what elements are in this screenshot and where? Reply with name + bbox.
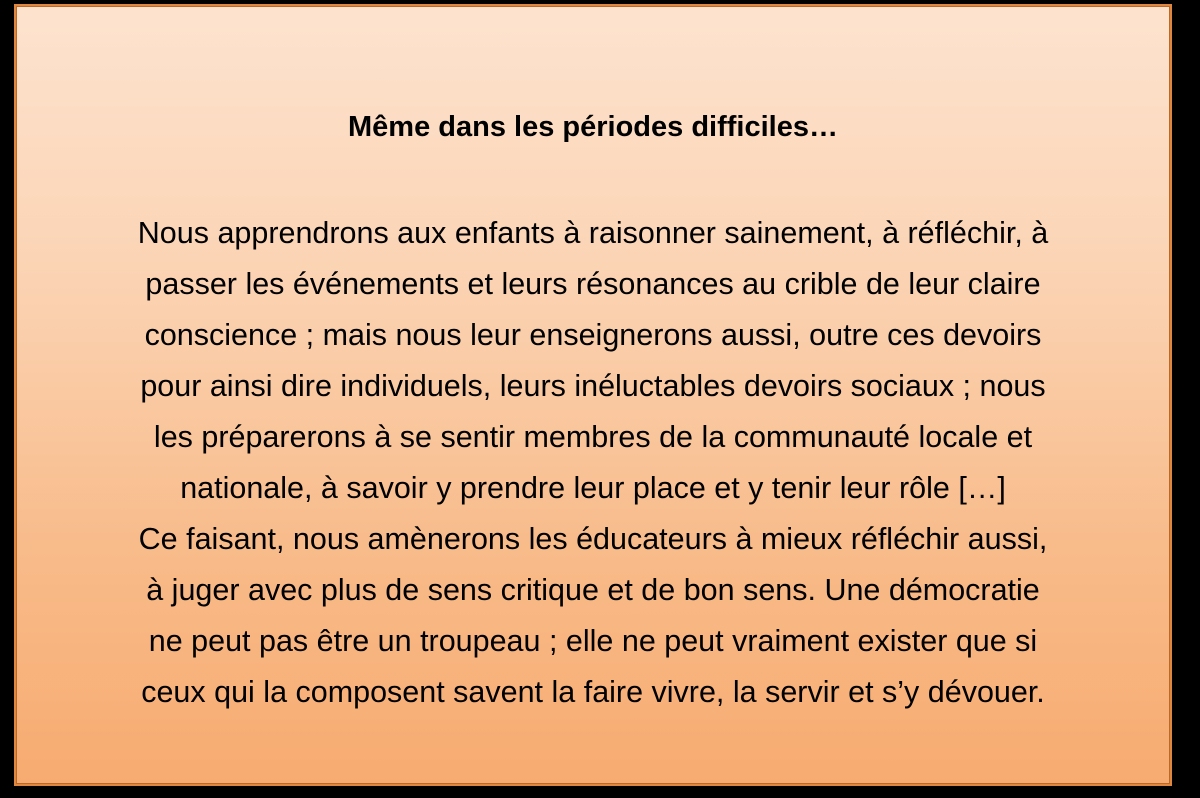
- quote-line: Nous apprendrons aux enfants à raisonner sainement, à réfléchir, à: [137, 216, 1049, 250]
- quote-line: à juger avec plus de sens critique et de bon sens. Une démocratie: [146, 573, 1040, 607]
- quote-line: pour ainsi dire individuels, leurs inéluctables devoirs sociaux ; nous: [140, 369, 1046, 403]
- quote-line: Ce faisant, nous amènerons les éducateurs à mieux réfléchir aussi,: [138, 522, 1048, 556]
- quote-title: Même dans les périodes difficiles…: [348, 111, 838, 143]
- quote-line: les préparerons à se sentir membres de la communauté locale et: [153, 420, 1033, 454]
- quote-line: ne peut pas être un troupeau ; elle ne peut vraiment exister que si: [148, 624, 1038, 658]
- quote-line: ceux qui la composent savent la faire vivre, la servir et s’y dévouer.: [141, 675, 1045, 709]
- quote-body: [16, 208, 1170, 718]
- quote-line: conscience ; mais nous leur enseignerons aussi, outre ces devoirs: [144, 318, 1042, 352]
- quote-text-box: [14, 4, 1172, 786]
- quote-line: nationale, à savoir y prendre leur place et y tenir leur rôle […]: [180, 471, 1006, 505]
- quote-line: passer les événements et leurs résonances au crible de leur claire: [145, 267, 1041, 301]
